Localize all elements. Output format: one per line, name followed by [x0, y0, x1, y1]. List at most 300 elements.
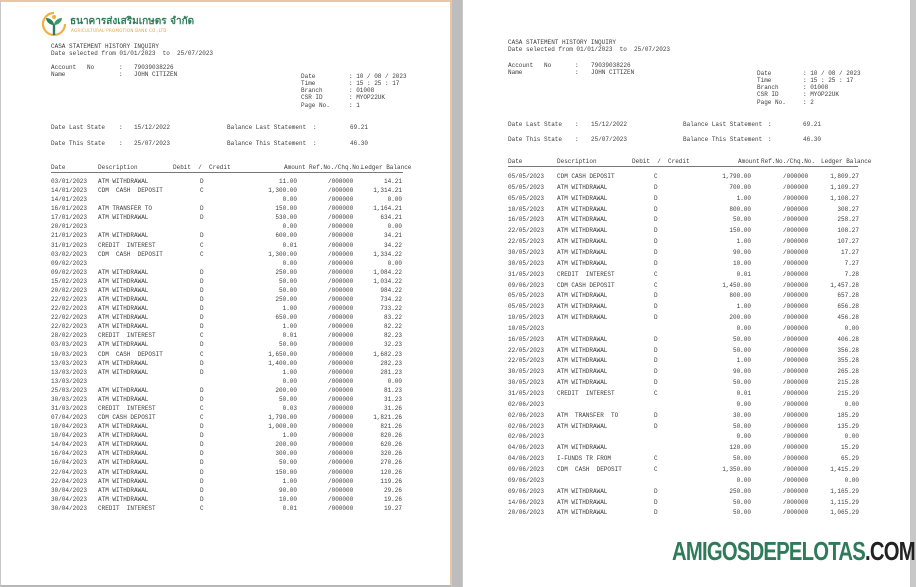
cell-ledger-balance: 1,034.22 — [373, 277, 402, 285]
cell-date: 22/04/2023 — [51, 468, 88, 476]
cell-ref: /000000 — [783, 400, 809, 408]
column-header-debit-credit: Debit / Credit — [173, 164, 231, 171]
colon: : — [119, 140, 123, 147]
cell-amount: 1.00 — [736, 238, 751, 246]
cell-date: 31/03/2023 — [51, 405, 88, 412]
table-row — [1, 278, 441, 286]
table-row — [463, 216, 903, 224]
cell-debit-credit: D — [654, 357, 658, 365]
cell-amount: 10.00 — [732, 259, 751, 267]
header-divider — [51, 172, 403, 173]
cell-description: ATM WITHDRAWAL — [98, 423, 149, 431]
date-range: Date selected from 01/01/2023 to 25/07/2023 — [51, 50, 214, 57]
cell-date: 17/01/2023 — [51, 214, 88, 222]
cell-date: 02/06/2023 — [508, 400, 545, 408]
time-label: Time — [301, 80, 316, 87]
cell-description: ATM WITHDRAWAL — [557, 346, 608, 354]
cell-description: ATM WITHDRAWAL — [557, 227, 608, 235]
cell-ref: /000000 — [783, 411, 809, 419]
table-row — [1, 496, 441, 504]
cell-ledger-balance: 355.28 — [837, 357, 859, 365]
page-no-value: : 2 — [803, 99, 814, 106]
cell-date: 13/03/2023 — [51, 359, 88, 367]
viewer-edge — [910, 0, 916, 587]
cell-debit-credit: D — [654, 238, 658, 246]
table-row — [1, 432, 441, 440]
cell-amount: 1.00 — [282, 477, 297, 485]
cell-description: ATM WITHDRAWAL — [557, 314, 608, 322]
cell-debit-credit: D — [200, 323, 204, 331]
cell-amount: 0.00 — [736, 476, 751, 484]
table-row — [463, 466, 903, 474]
cell-amount: 50.00 — [278, 459, 297, 467]
date-this-state-label: Date This State — [51, 140, 106, 147]
cell-ledger-balance: 657.28 — [837, 292, 859, 300]
cell-ref: /000000 — [328, 423, 354, 431]
cell-ref: /000000 — [328, 178, 354, 185]
cell-description: ATM WITHDRAWAL — [98, 395, 149, 403]
cell-ledger-balance: 83.22 — [383, 314, 402, 322]
cell-description: CREDIT INTEREST — [557, 270, 615, 278]
cell-amount: 120.00 — [729, 444, 751, 452]
cell-ledger-balance: 656.28 — [837, 303, 859, 311]
cell-debit-credit: D — [654, 422, 658, 430]
cell-amount: 90.00 — [278, 486, 297, 494]
cell-debit-credit: D — [654, 227, 658, 235]
cell-description: ATM WITHDRAWAL — [557, 259, 608, 267]
bank-name-thai: ธนาคารส่งเสริมเกษตร จำกัด — [70, 16, 195, 27]
table-row — [463, 423, 903, 431]
table-row — [463, 314, 903, 322]
cell-ledger-balance: 1,821.26 — [373, 414, 402, 422]
cell-amount: 1,300.00 — [268, 250, 297, 258]
table-row — [463, 509, 903, 517]
cell-ledger-balance: 0.00 — [844, 433, 859, 441]
cell-debit-credit: D — [654, 248, 658, 256]
cell-description: CREDIT INTEREST — [98, 332, 156, 340]
cell-amount: 50.00 — [278, 341, 297, 349]
cell-date: 09/02/2023 — [51, 268, 88, 276]
table-row — [463, 379, 903, 387]
cell-ledger-balance: 821.26 — [380, 423, 402, 431]
colon: : — [575, 121, 579, 128]
cell-debit-credit: D — [654, 194, 658, 202]
cell-description: CDM CASH DEPOSIT — [98, 187, 163, 195]
cell-ref: /000000 — [328, 468, 354, 476]
cell-ref: /000000 — [783, 465, 809, 473]
cell-ledger-balance: 0.00 — [387, 259, 402, 267]
cell-description: ATM WITHDRAWAL — [557, 379, 608, 387]
cell-date: 22/04/2023 — [51, 477, 88, 485]
cell-amount: 650.00 — [275, 314, 297, 322]
colon: : — [575, 136, 579, 143]
cell-date: 05/05/2023 — [508, 194, 545, 202]
cell-description: ATM WITHDRAWAL — [98, 232, 149, 240]
branch-value: : 01008 — [803, 84, 829, 91]
branch-value: : 01008 — [349, 87, 375, 94]
colon: : — [575, 69, 579, 76]
cell-ledger-balance: 1,164.21 — [373, 205, 402, 213]
cell-amount: 0.01 — [282, 241, 297, 249]
cell-ledger-balance: 320.26 — [380, 450, 402, 458]
cell-description: CDM CASH DEPOSIT — [98, 350, 163, 358]
cell-debit-credit: D — [200, 296, 204, 304]
cell-debit-credit: D — [200, 395, 204, 403]
cell-date: 22/05/2023 — [508, 227, 545, 235]
watermark-text: AMIGOSDEPELOTAS — [672, 536, 866, 566]
cell-description: ATM WITHDRAWAL — [557, 487, 608, 495]
cell-ledger-balance: 820.26 — [380, 432, 402, 440]
cell-ref: /000000 — [328, 486, 354, 494]
cell-description: I-FUNDS TR FROM — [557, 455, 612, 463]
date-label: Date — [757, 70, 772, 77]
cell-description: ATM TRANSFER TO — [557, 411, 619, 419]
cell-date: 10/05/2023 — [508, 324, 545, 332]
cell-amount: 530.00 — [275, 214, 297, 222]
csr-value: : MYOP22UK — [803, 91, 840, 98]
cell-ledger-balance: 14.21 — [383, 178, 402, 185]
cell-ledger-balance: 215.29 — [837, 390, 859, 397]
cell-description: ATM WITHDRAWAL — [557, 238, 608, 246]
name-label: Name — [508, 69, 523, 76]
cell-debit-credit: D — [200, 178, 204, 185]
table-row — [1, 287, 441, 295]
cell-description: ATM WITHDRAWAL — [98, 441, 149, 449]
cell-description: ATM WITHDRAWAL — [98, 314, 149, 322]
cell-ref: /000000 — [783, 205, 809, 213]
cell-amount: 0.00 — [282, 259, 297, 267]
cell-ledger-balance: 270.26 — [380, 459, 402, 467]
cell-date: 16/05/2023 — [508, 335, 545, 343]
account-no-label: Account No — [508, 62, 552, 69]
cell-debit-credit: D — [200, 305, 204, 313]
date-last-state-label: Date Last State — [508, 121, 563, 128]
cell-amount: 0.01 — [736, 390, 751, 397]
cell-ref: /000000 — [328, 196, 354, 204]
cell-amount: 1,650.00 — [268, 350, 297, 358]
cell-amount: 1,450.00 — [722, 281, 751, 289]
cell-ref: /000000 — [783, 314, 809, 322]
table-row — [463, 444, 903, 452]
cell-debit-credit: C — [200, 241, 204, 249]
date-last-state-value: 15/12/2022 — [134, 124, 171, 131]
column-header-ledger: Ledger Balance — [821, 158, 872, 165]
cell-ref: /000000 — [783, 303, 809, 311]
cell-debit-credit: C — [200, 350, 204, 358]
cell-ref: /000000 — [328, 305, 354, 313]
cell-date: 09/02/2023 — [51, 259, 88, 267]
cell-date: 05/05/2023 — [508, 292, 545, 300]
cell-description: ATM WITHDRAWAL — [98, 296, 149, 304]
cell-ref: /000000 — [328, 332, 354, 340]
cell-ref: /000000 — [328, 495, 354, 503]
cell-date: 09/06/2023 — [508, 465, 545, 473]
cell-amount: 250.00 — [275, 268, 297, 276]
cell-date: 14/01/2023 — [51, 196, 88, 204]
cell-description: ATM WITHDRAWAL — [98, 359, 149, 367]
table-row — [1, 396, 441, 404]
cell-date: 15/02/2023 — [51, 277, 88, 285]
cell-description: ATM WITHDRAWAL — [557, 368, 608, 376]
cell-date: 30/04/2023 — [51, 504, 88, 512]
cell-ref: /000000 — [328, 504, 354, 512]
cell-ref: /000000 — [328, 368, 354, 376]
cell-ledger-balance: 1,415.29 — [830, 465, 859, 473]
cell-debit-credit: D — [654, 411, 658, 419]
colon: : — [119, 64, 123, 71]
cell-amount: 0.03 — [282, 405, 297, 412]
cell-description: ATM WITHDRAWAL — [98, 495, 149, 503]
table-row — [1, 251, 441, 259]
cell-amount: 50.00 — [732, 498, 751, 506]
cell-date: 09/06/2023 — [508, 476, 545, 484]
cell-date: 07/04/2023 — [51, 414, 88, 422]
cell-date: 31/05/2023 — [508, 390, 545, 397]
cell-amount: 1,790.00 — [268, 414, 297, 422]
table-row — [1, 351, 441, 359]
cell-description: CREDIT INTEREST — [98, 241, 156, 249]
cell-ledger-balance: 31.23 — [383, 395, 402, 403]
cell-debit-credit: C — [200, 332, 204, 340]
cell-description: CDM CASH DEPOSIT — [98, 414, 156, 422]
cell-debit-credit: D — [654, 183, 658, 191]
date-label: Date — [301, 73, 316, 80]
cell-description: ATM WITHDRAWAL — [98, 459, 149, 467]
table-row — [463, 401, 903, 409]
table-row — [1, 369, 441, 377]
cell-description: ATM WITHDRAWAL — [557, 292, 608, 300]
cell-debit-credit: D — [654, 487, 658, 495]
table-row — [463, 238, 903, 246]
cell-description: ATM WITHDRAWAL — [557, 183, 608, 191]
cell-ref: /000000 — [328, 259, 354, 267]
cell-debit-credit: D — [200, 495, 204, 503]
cell-description: ATM WITHDRAWAL — [98, 477, 149, 485]
cell-ref: /000000 — [328, 377, 354, 385]
account-name-value: JOHN CITIZEN — [591, 69, 635, 76]
time-value: : 15 : 25 : 17 — [349, 80, 400, 87]
cell-amount: 1,350.00 — [722, 465, 751, 473]
cell-ref: /000000 — [328, 277, 354, 285]
table-row — [1, 469, 441, 477]
cell-ref: /000000 — [328, 441, 354, 449]
cell-debit-credit: D — [200, 468, 204, 476]
balance-last-value: 69.21 — [350, 124, 369, 131]
cell-date: 16/04/2023 — [51, 459, 88, 467]
cell-ledger-balance: 281.23 — [380, 368, 402, 376]
cell-debit-credit: C — [200, 187, 204, 195]
cell-ref: /000000 — [783, 216, 809, 224]
sprout-logo-icon — [41, 11, 67, 37]
cell-ref: /000000 — [783, 498, 809, 506]
cell-date: 21/01/2023 — [51, 232, 88, 240]
cell-description: CDM CASH DEPOSIT — [557, 173, 615, 180]
cell-debit-credit: D — [654, 303, 658, 311]
cell-amount: 250.00 — [729, 487, 751, 495]
cell-date: 05/05/2023 — [508, 183, 545, 191]
csr-label: CSR ID — [301, 94, 323, 101]
table-row — [1, 341, 441, 349]
cell-ledger-balance: 733.22 — [380, 305, 402, 313]
table-row — [1, 178, 441, 186]
cell-debit-credit: D — [654, 346, 658, 354]
cell-description: ATM WITHDRAWAL — [557, 216, 608, 224]
cell-ledger-balance: 19.26 — [383, 495, 402, 503]
cell-ledger-balance: 120.26 — [380, 468, 402, 476]
cell-ledger-balance: 65.29 — [840, 455, 859, 463]
cell-ledger-balance: 1,457.28 — [830, 281, 859, 289]
cell-debit-credit: D — [200, 214, 204, 222]
date-value: : 10 / 08 / 2023 — [803, 70, 861, 77]
table-row — [463, 227, 903, 235]
cell-ledger-balance: 15.29 — [840, 444, 859, 452]
cell-amount: 1.00 — [736, 303, 751, 311]
cell-amount: 800.00 — [729, 292, 751, 300]
cell-date: 20/06/2023 — [508, 509, 545, 517]
cell-date: 30/05/2023 — [508, 379, 545, 387]
cell-ledger-balance: 1,165.29 — [830, 487, 859, 495]
table-row — [463, 357, 903, 365]
cell-date: 10/04/2023 — [51, 432, 88, 440]
cell-ledger-balance: 7.28 — [844, 270, 859, 278]
table-row — [1, 260, 441, 268]
cell-amount: 50.00 — [732, 216, 751, 224]
cell-date: 03/03/2023 — [51, 341, 88, 349]
cell-debit-credit: D — [654, 314, 658, 322]
cell-ref: /000000 — [328, 268, 354, 276]
cell-amount: 1,400.00 — [268, 359, 297, 367]
cell-ref: /000000 — [328, 395, 354, 403]
table-row — [1, 414, 441, 422]
cell-debit-credit: D — [200, 205, 204, 213]
cell-ledger-balance: 0.00 — [387, 196, 402, 204]
cell-amount: 300.00 — [275, 450, 297, 458]
cell-description: ATM WITHDRAWAL — [98, 341, 149, 349]
cell-debit-credit: D — [654, 335, 658, 343]
cell-ref: /000000 — [328, 205, 354, 213]
cell-description: ATM WITHDRAWAL — [98, 486, 149, 494]
cell-debit-credit: D — [654, 379, 658, 387]
cell-ref: /000000 — [328, 223, 354, 231]
cell-description: ATM WITHDRAWAL — [557, 422, 608, 430]
table-row — [463, 455, 903, 463]
cell-ref: /000000 — [328, 405, 354, 412]
cell-description: ATM WITHDRAWAL — [98, 386, 149, 394]
cell-ledger-balance: 0.00 — [387, 377, 402, 385]
csr-label: CSR ID — [757, 91, 779, 98]
cell-ledger-balance: 0.00 — [844, 400, 859, 408]
cell-date: 30/05/2023 — [508, 248, 545, 256]
cell-amount: 1.00 — [736, 357, 751, 365]
csr-value: : MYOP22UK — [349, 94, 386, 101]
colon: : — [119, 124, 123, 131]
cell-date: 22/02/2023 — [51, 314, 88, 322]
cell-date: 09/06/2023 — [508, 281, 545, 289]
table-row — [463, 336, 903, 344]
cell-description: ATM WITHDRAWAL — [557, 498, 608, 506]
cell-description: ATM WITHDRAWAL — [557, 335, 608, 343]
table-row — [1, 205, 441, 213]
page-no-value: : 1 — [349, 102, 360, 109]
cell-date: 30/05/2023 — [508, 368, 545, 376]
cell-description: ATM WITHDRAWAL — [98, 468, 149, 476]
table-row — [463, 173, 903, 181]
cell-ref: /000000 — [328, 250, 354, 258]
cell-description: ATM WITHDRAWAL — [98, 286, 149, 294]
cell-date: 30/03/2023 — [51, 395, 88, 403]
table-row — [1, 450, 441, 458]
table-row — [1, 187, 441, 195]
cell-debit-credit: D — [654, 292, 658, 300]
cell-amount: 800.00 — [729, 205, 751, 213]
cell-ref: /000000 — [783, 183, 809, 191]
cell-debit-credit: D — [200, 314, 204, 322]
cell-debit-credit: C — [200, 250, 204, 258]
cell-amount: 0.01 — [736, 270, 751, 278]
cell-amount: 1,000.00 — [268, 423, 297, 431]
cell-ledger-balance: 34.22 — [383, 241, 402, 249]
table-row — [463, 303, 903, 311]
cell-date: 03/02/2023 — [51, 250, 88, 258]
cell-amount: 1.00 — [282, 432, 297, 440]
cell-debit-credit: D — [200, 232, 204, 240]
cell-ledger-balance: 0.00 — [844, 324, 859, 332]
cell-ledger-balance: 32.23 — [383, 341, 402, 349]
cell-date: 31/05/2023 — [508, 270, 545, 278]
table-row — [463, 325, 903, 333]
cell-ref: /000000 — [328, 386, 354, 394]
cell-debit-credit: C — [654, 455, 658, 463]
table-row — [463, 249, 903, 257]
cell-ledger-balance: 308.27 — [837, 205, 859, 213]
cell-amount: 30.00 — [732, 411, 751, 419]
cell-description: ATM WITHDRAWAL — [557, 205, 608, 213]
cell-amount: 50.00 — [278, 277, 297, 285]
table-row — [463, 488, 903, 496]
time-value: : 15 : 25 : 17 — [803, 77, 854, 84]
cell-ref: /000000 — [783, 173, 809, 180]
column-header-ref: Ref.No./Chq.No. — [309, 164, 364, 171]
cell-debit-credit: D — [200, 368, 204, 376]
cell-date: 22/02/2023 — [51, 323, 88, 331]
cell-amount: 150.00 — [275, 468, 297, 476]
branch-label: Branch — [301, 87, 323, 94]
cell-date: 16/01/2023 — [51, 205, 88, 213]
cell-amount: 11.00 — [278, 178, 297, 185]
balance-last-label: Balance Last Statement — [227, 124, 307, 131]
cell-ledger-balance: 282.23 — [380, 359, 402, 367]
cell-ledger-balance: 7.27 — [844, 259, 859, 267]
cell-date: 10/04/2023 — [51, 423, 88, 431]
report-title: CASA STATEMENT HISTORY INQUIRY — [508, 39, 617, 46]
cell-ledger-balance: 356.28 — [837, 346, 859, 354]
table-row — [1, 505, 441, 513]
cell-date: 25/03/2023 — [51, 386, 88, 394]
cell-ref: /000000 — [328, 296, 354, 304]
cell-date: 16/04/2023 — [51, 450, 88, 458]
cell-ref: /000000 — [328, 214, 354, 222]
cell-ref: /000000 — [328, 232, 354, 240]
name-label: Name — [51, 71, 66, 78]
bank-name-english: AGRICULTURAL PROMOTION BANK CO.,LTD — [71, 28, 167, 33]
cell-amount: 200.00 — [729, 314, 751, 322]
column-header-amount: Amount — [738, 158, 760, 165]
cell-amount: 600.00 — [275, 232, 297, 240]
cell-ref: /000000 — [328, 459, 354, 467]
column-header-debit-credit: Debit / Credit — [632, 158, 690, 165]
cell-ref: /000000 — [783, 444, 809, 452]
cell-ref: /000000 — [328, 241, 354, 249]
